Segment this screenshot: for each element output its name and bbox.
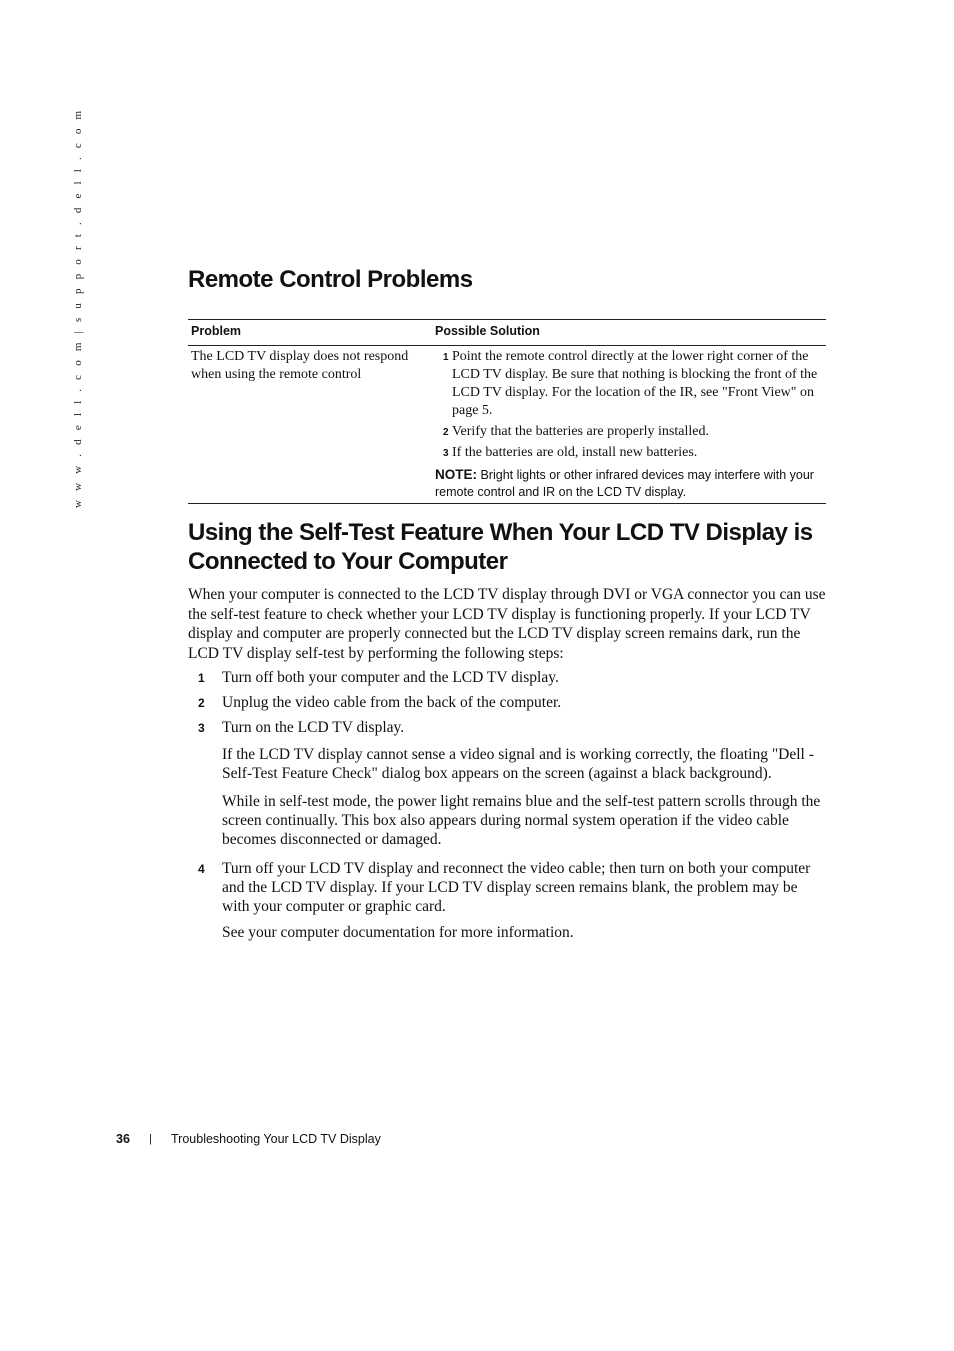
solution-text: Point the remote control directly at the lower right corner of the LCD TV display. Be sure that nothing is blocking the front of the LCD TV display. For the location of the IR, see "Front View" on page 5.: [452, 349, 818, 418]
solution-text: Verify that the batteries are properly installed.: [452, 424, 709, 439]
solution-item: [435, 423, 825, 441]
table-row: [188, 346, 826, 503]
problem-cell: The LCD TV display does not respond when using the remote control: [191, 349, 409, 382]
step-text: Turn off your LCD TV display and reconnect the video cable; then turn on both your computer and the LCD TV display. If your LCD TV display screen remains blank, the problem may be with your computer or graphic card.: [222, 860, 811, 915]
page-number: 36: [116, 1132, 130, 1146]
solution-number: 3: [443, 448, 449, 459]
note-text: Bright lights or other infrared devices may interfere with your remote control and IR on the LCD TV display.: [435, 468, 814, 499]
list-item: [188, 859, 828, 916]
list-item: [188, 693, 828, 712]
intro-paragraph: When your computer is connected to the LCD TV display through DVI or VGA connector you can use the self-test feature to check whether your LCD TV display is functioning properly. If your LCD TV display and computer are properly connected but the LCD TV display screen remains dark, run the LCD TV display self-test by performing the following steps:: [188, 586, 826, 662]
solution-number: 1: [443, 352, 449, 363]
step-number: 3: [198, 721, 205, 735]
step-number: 1: [198, 671, 205, 685]
step-number: 2: [198, 696, 205, 710]
solution-item: [435, 348, 825, 420]
step-text: Turn off both your computer and the LCD TV display.: [222, 669, 559, 686]
solution-item: [435, 444, 825, 462]
step-number: 4: [198, 862, 205, 876]
step-text: Turn on the LCD TV display.: [222, 719, 405, 736]
remote-problems-table: [188, 319, 826, 504]
solution-number: 2: [443, 427, 449, 438]
chapter-title: Troubleshooting Your LCD TV Display: [171, 1132, 381, 1146]
step-detail-paragraph: See your computer documentation for more information.: [222, 924, 574, 941]
footer-separator: |: [149, 1133, 152, 1145]
page-footer: [116, 1132, 381, 1146]
self-test-heading: Using the Self-Test Feature When Your LCD TV Display is Connected to Your Computer: [188, 519, 813, 575]
solution-cell: [435, 348, 825, 501]
remote-control-heading: Remote Control Problems: [188, 266, 473, 293]
list-item: [188, 718, 828, 737]
note-label: NOTE:: [435, 467, 477, 482]
step-detail-paragraph: While in self-test mode, the power light remains blue and the self-test pattern scrolls through the screen continually. This box also appears during normal system operation if the video cable becomes disconnected or damaged.: [222, 793, 821, 848]
solution-text: If the batteries are old, install new batteries.: [452, 445, 698, 460]
table-header-row: [188, 320, 826, 346]
step-text: Unplug the video cable from the back of the computer.: [222, 694, 562, 711]
step-detail-paragraph: If the LCD TV display cannot sense a video signal and is working correctly, the floating "Dell - Self-Test Feature Check" dialog box appears on the screen (against a black background).: [222, 746, 814, 782]
note-block: [435, 466, 825, 501]
list-item: [188, 668, 828, 687]
column-header-problem: Problem: [191, 324, 242, 338]
steps-list: [188, 668, 828, 942]
column-header-solution: Possible Solution: [435, 324, 540, 338]
side-website-url: w w w . d e l l . c o m | s u p p o r t . d e l l . c o m: [72, 107, 84, 508]
